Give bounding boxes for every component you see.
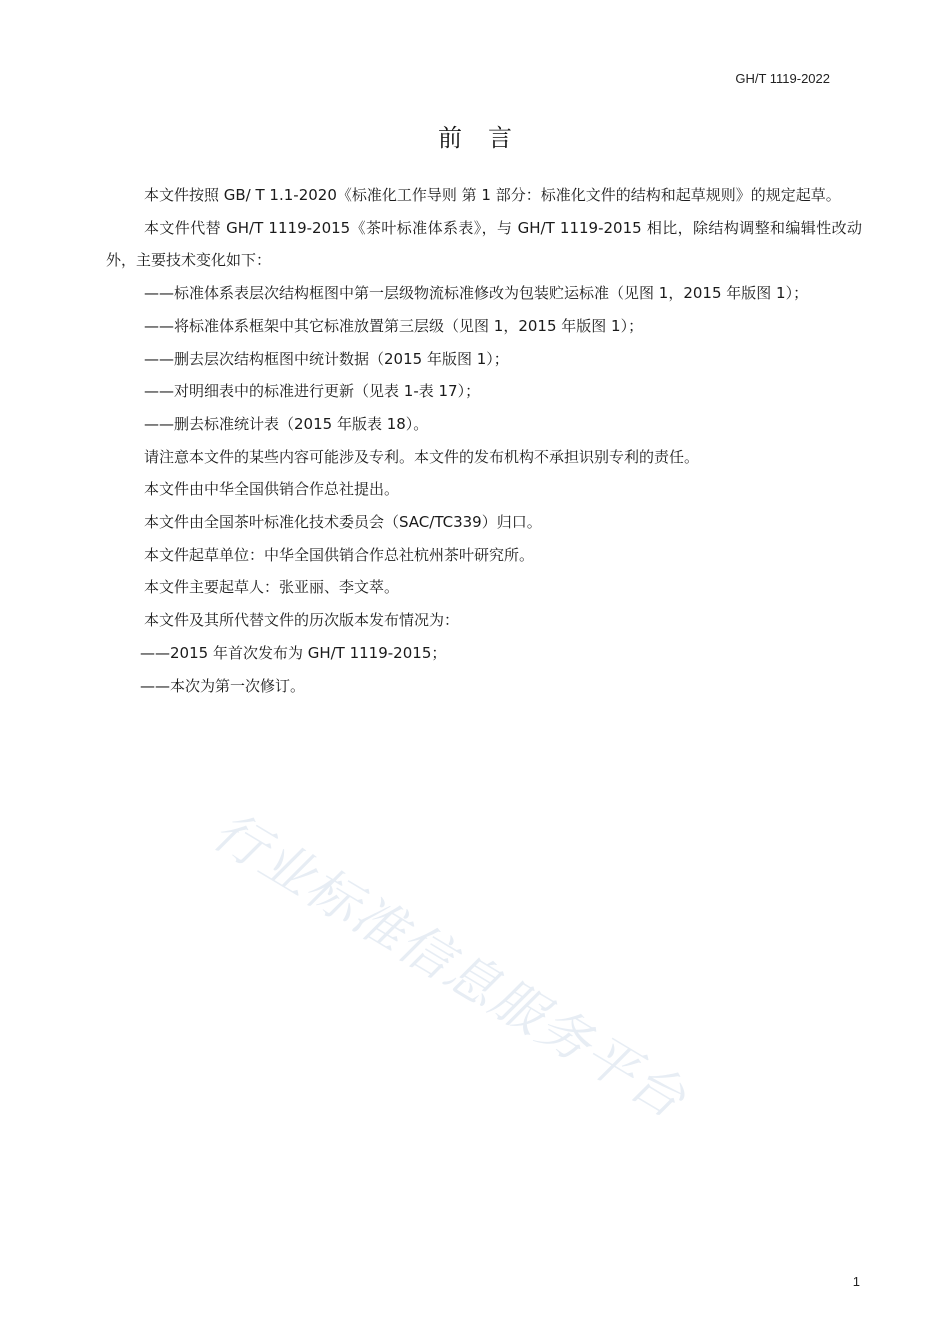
page-number: 1 bbox=[852, 1274, 860, 1289]
paragraph-committee: 本文件由全国茶叶标准化技术委员会（SAC/TC339）归口。 bbox=[144, 513, 542, 532]
paragraph-drafting-rules: 本文件按照 GB/ T 1.1-2020《标准化工作导则 第 1 部分：标准化文件的结构和起草规则》的规定起草。 bbox=[144, 186, 841, 204]
change-item-5: ——删去标准统计表（2015 年版表 18）。 bbox=[144, 414, 429, 433]
history-item-1: ——2015 年首次发布为 GH/T 1119-2015； bbox=[140, 643, 447, 662]
document-code: GH/T 1119-2022 bbox=[735, 71, 830, 86]
watermark: 行业标准信息服务平台 bbox=[202, 801, 697, 1131]
change-item-3: ——删去层次结构框图中统计数据（2015 年版图 1）； bbox=[144, 349, 509, 368]
page-title: 前言 bbox=[438, 124, 538, 152]
paragraph-replacement: 本文件代替 GH/T 1119-2015《茶叶标准体系表》，与 GH/T 1119-2015 相比，除结构调整和编辑性改动外，主要技术变化如下： bbox=[106, 218, 862, 270]
change-item-4: ——对明细表中的标准进行更新（见表 1-表 17）； bbox=[144, 382, 481, 401]
change-item-2: ——将标准体系框架中其它标准放置第三层级（见图 1，2015 年版图 1）； bbox=[144, 316, 644, 335]
paragraph-patent-notice: 请注意本文件的某些内容可能涉及专利。本文件的发布机构不承担识别专利的责任。 bbox=[144, 447, 700, 466]
paragraph-history-intro: 本文件及其所代替文件的历次版本发布情况为： bbox=[144, 611, 460, 630]
paragraph-proposer: 本文件由中华全国供销合作总社提出。 bbox=[144, 480, 400, 499]
change-item-1: ——标准体系表层次结构框图中第一层级物流标准修改为包装贮运标准（见图 1，2015 年版图 1）； bbox=[144, 284, 809, 303]
paragraph-drafters: 本文件主要起草人：张亚丽、李文萃。 bbox=[144, 578, 400, 597]
paragraph-drafting-unit: 本文件起草单位：中华全国供销合作总社杭州茶叶研究所。 bbox=[144, 545, 535, 564]
history-item-2: ——本次为第一次修订。 bbox=[140, 676, 306, 695]
foreword-body bbox=[106, 179, 862, 702]
